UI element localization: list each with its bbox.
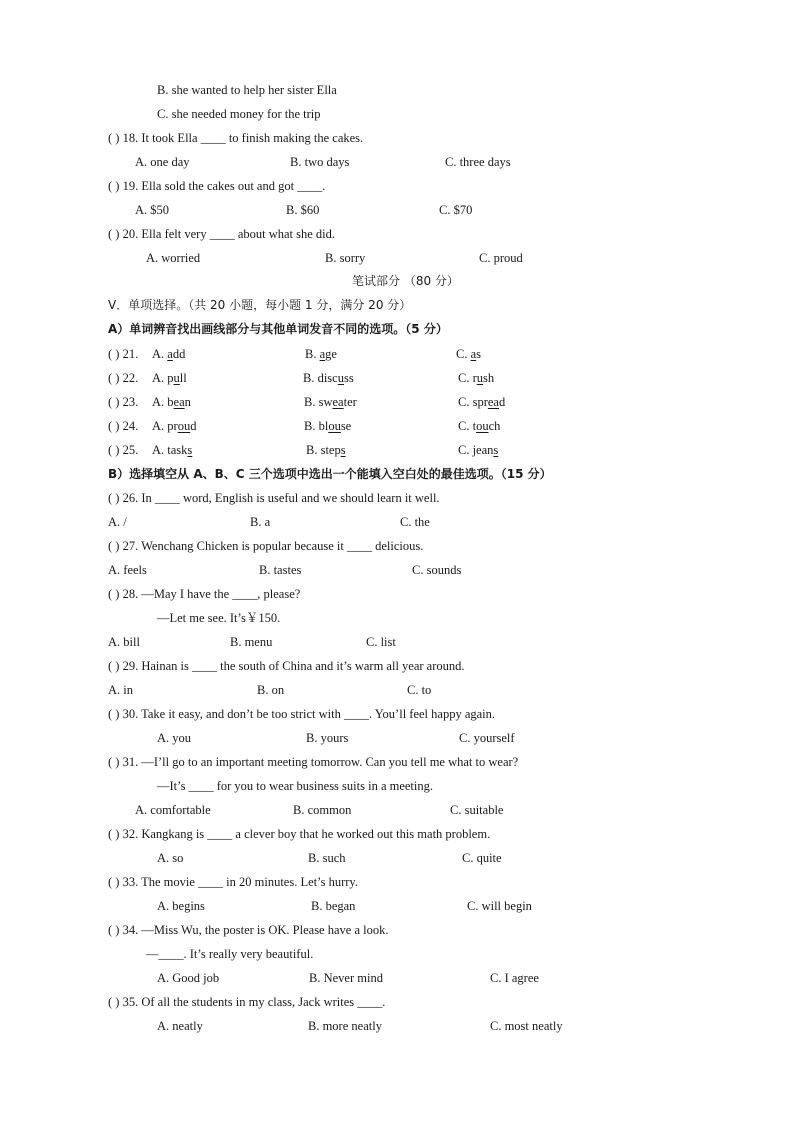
q23-option-b: B. sweater [304, 395, 357, 409]
q33-option-a: A. begins [157, 899, 205, 913]
q29-option-b: B. on [257, 683, 285, 697]
q23-row [108, 394, 506, 410]
q18-option-a: A. one day [135, 155, 190, 169]
q26-stem: ( ) 26. In ____ word, English is useful and we should learn it well. [108, 491, 440, 505]
q22-option-b: B. discuss [303, 371, 354, 385]
q21-number: ( ) 21. [108, 347, 139, 361]
q18-option-c: C. three days [445, 155, 511, 169]
q28-option-c: C. list [366, 635, 396, 649]
q22-number: ( ) 22. [108, 371, 139, 385]
q35-option-a: A. neatly [157, 1019, 203, 1033]
q19-option-b: B. $60 [286, 203, 320, 217]
q30-stem: ( ) 30. Take it easy, and don’t be too strict with ____. You’ll feel happy again. [108, 707, 496, 721]
q30-option-a: A. you [157, 731, 192, 745]
q28-option-a: A. bill [108, 635, 140, 649]
q29-option-c: C. to [407, 683, 432, 697]
q21-option-c: C. as [456, 347, 482, 361]
q23-option-c: C. spread [458, 395, 506, 409]
q35-option-b: B. more neatly [308, 1019, 382, 1033]
q19-option-c: C. $70 [439, 203, 473, 217]
q27-option-b: B. tastes [259, 563, 302, 577]
q21-row [108, 346, 482, 362]
q20-option-a: A. worried [146, 251, 201, 265]
q19-option-a: A. $50 [135, 203, 170, 217]
q26-option-a: A. / [108, 515, 127, 529]
q27-option-c: C. sounds [412, 563, 462, 577]
written-part-title: 笔试部分 （80 分） [352, 274, 459, 288]
q32-option-a: A. so [157, 851, 184, 865]
q21-option-a: A. add [152, 347, 186, 361]
part-a-title: A）单词辨音找出画线部分与其他单词发音不同的选项。（5 分） [108, 322, 448, 336]
q31-reply: —It’s ____ for you to wear business suits in a meeting. [157, 779, 434, 793]
q34-reply: —____. It’s really very beautiful. [146, 947, 314, 961]
q24-option-c: C. touch [458, 419, 501, 433]
q28-option-b: B. menu [230, 635, 273, 649]
q34-option-a: A. Good job [157, 971, 220, 985]
q31-option-a: A. comfortable [135, 803, 211, 817]
q19-stem: ( ) 19. Ella sold the cakes out and got ____. [108, 179, 326, 193]
q25-number: ( ) 25. [108, 443, 139, 457]
q21-option-b: B. age [305, 347, 337, 361]
q20-option-b: B. sorry [325, 251, 366, 265]
q31-stem: ( ) 31. —I’ll go to an important meeting tomorrow. Can you tell me what to wear? [108, 755, 519, 769]
q32-stem: ( ) 32. Kangkang is ____ a clever boy that he worked out this math problem. [108, 827, 491, 841]
q34-option-c: C. I agree [490, 971, 539, 985]
q34-option-b: B. Never mind [309, 971, 383, 985]
q30-option-b: B. yours [306, 731, 349, 745]
q25-row [108, 442, 499, 458]
q29-option-a: A. in [108, 683, 133, 697]
section-5-title: V．单项选择。（共 20 小题，每小题 1 分，满分 20 分） [108, 298, 412, 312]
q22-option-c: C. rush [458, 371, 495, 385]
q17-option-b: B. she wanted to help her sister Ella [157, 83, 337, 97]
q22-option-a: A. pull [152, 371, 187, 385]
q17-option-c: C. she needed money for the trip [157, 107, 321, 121]
q27-option-a: A. feels [108, 563, 147, 577]
q20-stem: ( ) 20. Ella felt very ____ about what she did. [108, 227, 336, 241]
q35-option-c: C. most neatly [490, 1019, 563, 1033]
q28-stem: ( ) 28. —May I have the ____, please? [108, 587, 301, 601]
q24-row [108, 418, 501, 434]
q32-option-b: B. such [308, 851, 346, 865]
q25-option-b: B. steps [306, 443, 346, 457]
q30-option-c: C. yourself [459, 731, 515, 745]
q24-option-a: A. proud [152, 419, 197, 433]
part-b-title: B）选择填空从 A、B、C 三个选项中选出一个能填入空白处的最佳选项。（15 分） [108, 467, 552, 481]
q24-option-b: B. blouse [304, 419, 352, 433]
q28-reply: —Let me see. It’s￥150. [157, 611, 281, 625]
q20-option-c: C. proud [479, 251, 523, 265]
q26-option-c: C. the [400, 515, 430, 529]
q25-option-a: A. tasks [152, 443, 193, 457]
q32-option-c: C. quite [462, 851, 502, 865]
q33-option-b: B. began [311, 899, 356, 913]
q29-stem: ( ) 29. Hainan is ____ the south of China and it’s warm all year around. [108, 659, 465, 673]
q24-number: ( ) 24. [108, 419, 139, 433]
q33-stem: ( ) 33. The movie ____ in 20 minutes. Let’s hurry. [108, 875, 358, 889]
q33-option-c: C. will begin [467, 899, 532, 913]
q35-stem: ( ) 35. Of all the students in my class, Jack writes ____. [108, 995, 386, 1009]
q25-option-c: C. jeans [458, 443, 499, 457]
q18-stem: ( ) 18. It took Ella ____ to finish making the cakes. [108, 131, 364, 145]
q27-stem: ( ) 27. Wenchang Chicken is popular because it ____ delicious. [108, 539, 424, 553]
q26-option-b: B. a [250, 515, 271, 529]
q18-option-b: B. two days [290, 155, 350, 169]
q31-option-c: C. suitable [450, 803, 504, 817]
q22-row [108, 370, 495, 386]
q31-option-b: B. common [293, 803, 352, 817]
q23-number: ( ) 23. [108, 395, 139, 409]
q34-stem: ( ) 34. —Miss Wu, the poster is OK. Please have a look. [108, 923, 389, 937]
q23-option-a: A. bean [152, 395, 191, 409]
